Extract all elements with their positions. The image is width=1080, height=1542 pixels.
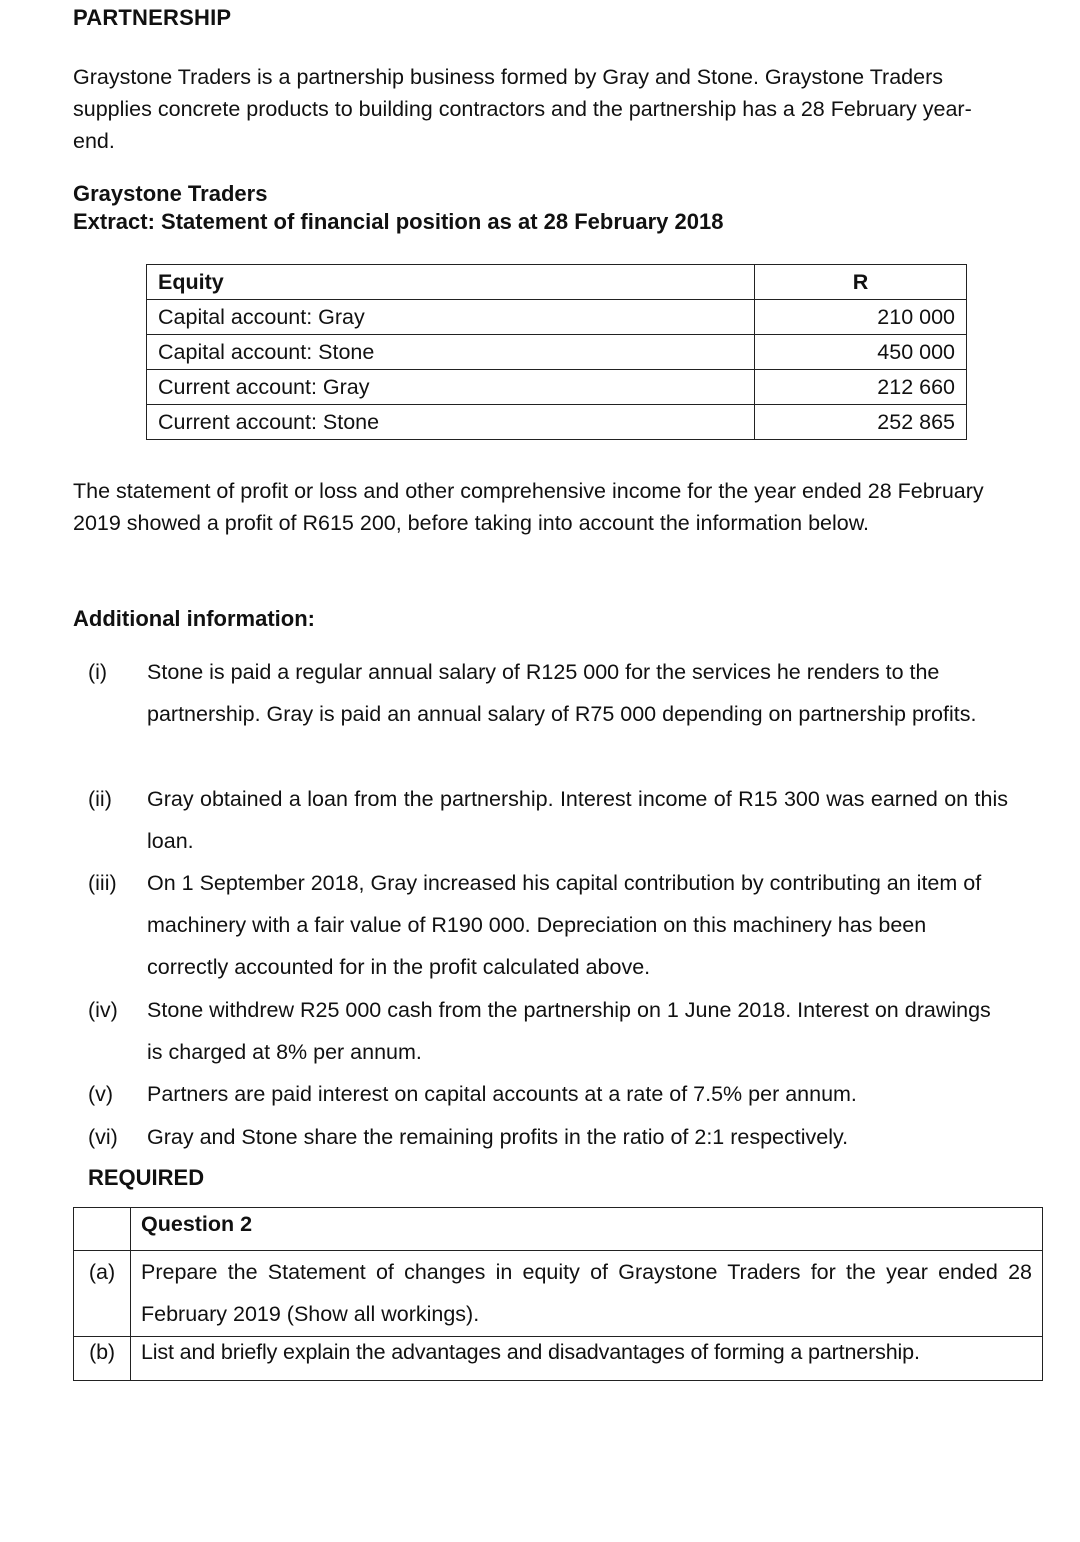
table-row	[74, 1337, 1043, 1381]
additional-info-heading: Additional information:	[73, 606, 315, 631]
profit-paragraph: The statement of profit or loss and other comprehensive income for the year ended 28 February 2019 showed a profit of R615 200, before taking into account the information below.	[73, 479, 984, 535]
question-part-text: Prepare the Statement of changes in equity of Graystone Traders for the year ended 28 February 2019 (Show all workings).	[131, 1251, 1043, 1337]
row-amount: 252 865	[755, 405, 967, 440]
additional-item-iv	[88, 989, 1008, 1073]
item-text: Stone withdrew R25 000 cash from the partnership on 1 June 2018. Interest on drawings is charged at 8% per annum.	[147, 998, 991, 1064]
required-heading: REQUIRED	[88, 1165, 205, 1190]
intro-paragraph: Graystone Traders is a partnership business formed by Gray and Stone. Graystone Traders supplies concrete products to building contractors and the partnership has a 28 February year-end.	[73, 65, 972, 153]
table-row	[147, 335, 967, 370]
question-part-label: (b)	[74, 1337, 131, 1381]
table-row	[147, 300, 967, 335]
row-amount: 212 660	[755, 370, 967, 405]
required-table-header	[74, 1208, 1043, 1251]
item-text: On 1 September 2018, Gray increased his capital contribution by contributing an item of machinery with a fair value of R190 000. Depreciation on this machinery has been correctly accounted for in the profit calculated above.	[147, 871, 982, 979]
question-title: Question 2	[131, 1208, 1043, 1251]
item-label: (vi)	[88, 1125, 118, 1149]
question-part-text: List and briefly explain the advantages and disadvantages of forming a partnership.	[131, 1337, 1043, 1381]
company-heading: Graystone Traders	[73, 181, 268, 206]
equity-table	[146, 264, 967, 440]
row-label: Capital account: Stone	[147, 335, 755, 370]
item-label: (i)	[88, 660, 108, 684]
item-label: (ii)	[88, 787, 112, 811]
row-label: Current account: Stone	[147, 405, 755, 440]
additional-item-ii	[88, 778, 1008, 862]
question-part-label: (a)	[74, 1251, 131, 1337]
table-row	[74, 1251, 1043, 1337]
item-text: Stone is paid a regular annual salary of R125 000 for the services he renders to the partnership. Gray is paid an annual salary of R75 000 depending on partnership profits.	[147, 660, 977, 726]
equity-header-currency: R	[755, 265, 967, 300]
row-amount: 450 000	[755, 335, 967, 370]
equity-table-header	[147, 265, 967, 300]
row-label: Capital account: Gray	[147, 300, 755, 335]
empty-cell	[74, 1208, 131, 1251]
additional-item-iii	[88, 862, 1008, 988]
row-label: Current account: Gray	[147, 370, 755, 405]
table-row	[147, 405, 967, 440]
additional-item-i	[88, 651, 1008, 735]
required-table	[73, 1207, 1043, 1381]
additional-item-v	[88, 1073, 1008, 1115]
item-label: (iii)	[88, 871, 117, 895]
additional-item-vi	[88, 1116, 1008, 1158]
document-title: PARTNERSHIP	[73, 5, 232, 30]
item-text: Gray and Stone share the remaining profits in the ratio of 2:1 respectively.	[147, 1125, 849, 1149]
equity-header-label: Equity	[147, 265, 755, 300]
extract-heading: Extract: Statement of financial position as at 28 February 2018	[73, 209, 724, 234]
item-text: Gray obtained a loan from the partnership. Interest income of R15 300 was earned on this loan.	[147, 787, 1008, 853]
item-label: (v)	[88, 1082, 114, 1106]
table-row	[147, 370, 967, 405]
item-text: Partners are paid interest on capital accounts at a rate of 7.5% per annum.	[147, 1082, 857, 1106]
item-label: (iv)	[88, 998, 118, 1022]
row-amount: 210 000	[755, 300, 967, 335]
